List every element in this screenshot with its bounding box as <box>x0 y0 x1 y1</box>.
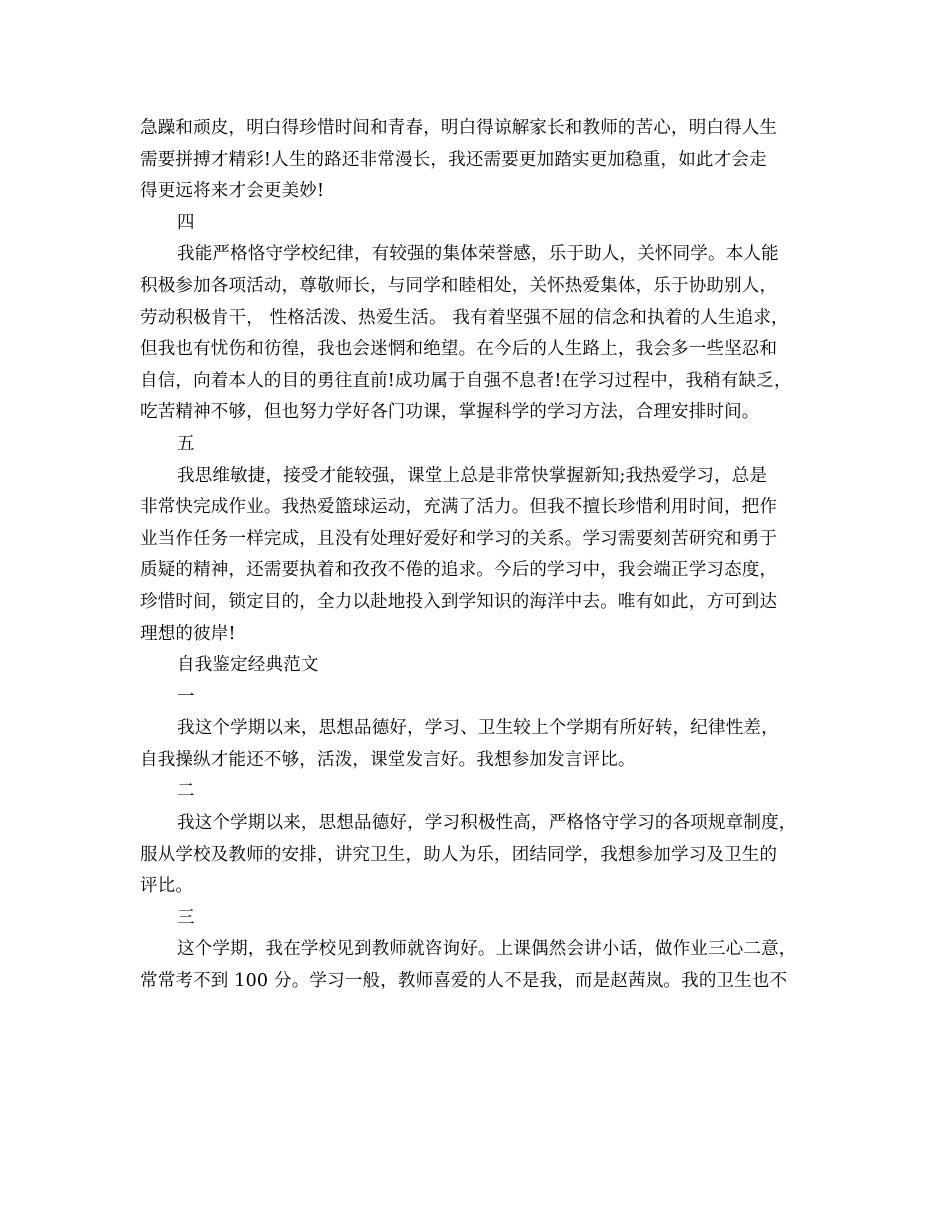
text-line: 珍惜时间，锁定目的，全力以赴地投入到学知识的海洋中去。唯有如此，方可到达 <box>140 591 778 612</box>
text-line: 二 <box>177 781 195 802</box>
text-line: 自我鉴定经典范文 <box>177 655 319 676</box>
text-line: 五 <box>177 433 195 454</box>
text-line: 业当作任务一样完成，且没有处理好爱好和学习的关系。学习需要刻苦研究和勇于 <box>140 528 778 549</box>
text-line: 积极参加各项活动，尊敬师长，与同学和睦相处，关怀热爱集体，乐于协助别人， <box>140 275 778 296</box>
text-line: 我思维敏捷，接受才能较强，课堂上总是非常快掌握新知;我热爱学习，总是 <box>177 465 768 486</box>
text-line: 自我操纵才能还不够，活泼，课堂发言好。我想参加发言评比。 <box>140 749 636 770</box>
text-line: 自信，向着本人的目的勇往直前!成功属于自强不息者!在学习过程中，我稍有缺乏， <box>140 370 792 391</box>
text-line: 服从学校及教师的安排，讲究卫生，助人为乐，团结同学，我想参加学习及卫生的 <box>140 844 778 865</box>
text-line: 非常快完成作业。我热爱篮球运动，充满了活力。但我不擅长珍惜利用时间，把作 <box>140 497 778 518</box>
text-line: 需要拼搏才精彩!人生的路还非常漫长，我还需要更加踏实更加稳重，如此才会走 <box>140 149 767 170</box>
text-line: 四 <box>177 212 195 233</box>
text-line: 我这个学期以来，思想品德好，学习积极性高，严格恪守学习的各项规章制度， <box>177 813 797 834</box>
text-line: 一 <box>177 686 195 707</box>
text-line: 常常考不到 100 分。学习一般，教师喜爱的人不是我，而是赵茜岚。我的卫生也不 <box>140 971 788 992</box>
text-line: 我这个学期以来，思想品德好，学习、卫生较上个学期有所好转，纪律性差， <box>177 718 779 739</box>
text-line: 这个学期，我在学校见到教师就咨询好。上课偶然会讲小话，做作业三心二意， <box>177 939 797 960</box>
text-line: 得更远将来才会更美妙! <box>140 181 325 202</box>
text-line: 我能严格恪守学校纪律，有较强的集体荣誉感，乐于助人，关怀同学。本人能 <box>177 244 779 265</box>
text-line: 三 <box>177 907 195 928</box>
text-line: 但我也有忧伤和彷徨，我也会迷惘和绝望。在今后的人生路上，我会多一些坚忍和 <box>140 339 778 360</box>
text-line: 理想的彼岸! <box>140 623 236 644</box>
text-line: 劳动积极肯干， 性格活泼、热爱生活。 我有着坚强不屈的信念和执着的人生追求， <box>140 307 789 328</box>
text-line: 评比。 <box>140 876 194 897</box>
text-line: 急躁和顽皮，明白得珍惜时间和青春，明白得谅解家长和教师的苦心，明白得人生 <box>140 118 778 138</box>
text-line: 吃苦精神不够，但也努力学好各门功课，掌握科学的学习方法，合理安排时间。 <box>140 402 760 423</box>
document-body <box>140 113 830 998</box>
text-line: 质疑的精神，还需要执着和孜孜不倦的追求。今后的学习中，我会端正学习态度， <box>140 560 778 581</box>
